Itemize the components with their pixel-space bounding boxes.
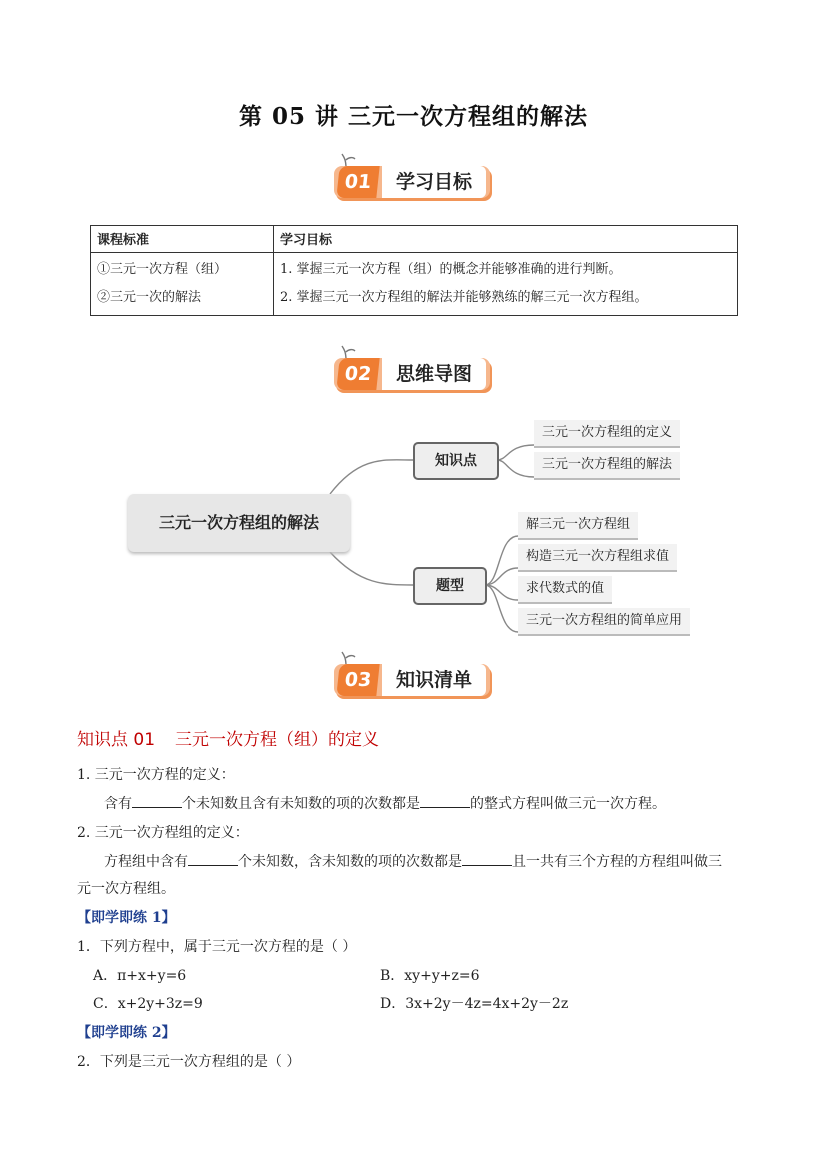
definition-fragment: 含有 <box>104 796 132 812</box>
section-label: 思维导图 <box>382 358 486 390</box>
option-a: A．π+x+y=6 <box>93 968 187 984</box>
section-number: 02 <box>336 358 379 390</box>
definition-text <box>104 851 722 871</box>
mindmap-leaf: 求代数式的值 <box>518 576 612 604</box>
mindmap-leaf: 构造三元一次方程组求值 <box>518 544 677 572</box>
mindmap-leaf: 三元一次方程组的定义 <box>534 420 680 448</box>
definition-heading: 1. 三元一次方程的定义： <box>77 767 235 783</box>
mindmap-branch-question-types: 题型 <box>413 567 487 605</box>
standard-item: ①三元一次方程（组） <box>97 262 228 277</box>
table-header-goal: 学习目标 <box>274 226 738 253</box>
section-number: 03 <box>336 664 379 696</box>
goal-item: 2. 掌握三元一次方程组的解法并能够熟练的解三元一次方程组。 <box>280 290 648 305</box>
knowledge-point-title <box>77 725 379 750</box>
section-label: 学习目标 <box>382 166 486 198</box>
fill-blank <box>132 793 182 808</box>
table-header-standard: 课程标准 <box>91 226 274 253</box>
option-b: B．xy+y+z=6 <box>380 968 480 984</box>
fill-blank <box>420 793 470 808</box>
definition-fragment: 且一共有三个方程的方程组叫做三 <box>512 854 722 870</box>
option-c: C．x+2y+3z=9 <box>93 996 203 1012</box>
definition-fragment: 个未知数且含有未知数的项的次数都是 <box>182 796 420 812</box>
definition-fragment: 方程组中含有 <box>104 854 188 870</box>
mindmap-center: 三元一次方程组的解法 <box>128 494 350 552</box>
definition-heading: 2. 三元一次方程组的定义： <box>77 825 249 841</box>
section-badge-knowledge <box>334 652 494 700</box>
definition-fragment: 个未知数，含未知数的项的次数都是 <box>238 854 462 870</box>
page-title: 第 05 讲 三元一次方程组的解法 <box>238 103 589 130</box>
knowledge-point-text: 三元一次方程（组）的定义 <box>175 730 380 750</box>
definition-fragment: 的整式方程叫做三元一次方程。 <box>470 796 666 812</box>
definition-text <box>104 793 666 813</box>
mindmap-leaf: 解三元一次方程组 <box>518 512 638 540</box>
knowledge-point-number: 知识点 01 <box>77 730 156 750</box>
practice-heading: 【即学即练 1】 <box>77 910 176 926</box>
mindmap-leaf: 三元一次方程组的简单应用 <box>518 608 690 636</box>
standard-item: ②三元一次的解法 <box>97 290 202 305</box>
mindmap-leaf: 三元一次方程组的解法 <box>534 452 680 480</box>
option-d: D．3x+2y－4z=4x+2y－2z <box>380 996 569 1012</box>
fill-blank <box>462 851 512 866</box>
practice-question: 1．下列方程中，属于三元一次方程的是（ ） <box>77 939 357 955</box>
goal-item: 1. 掌握三元一次方程（组）的概念并能够准确的进行判断。 <box>280 262 622 277</box>
mindmap-branch-knowledge: 知识点 <box>413 442 499 480</box>
definition-text-continued: 元一次方程组。 <box>77 881 175 897</box>
practice-heading: 【即学即练 2】 <box>77 1025 176 1041</box>
fill-blank <box>188 851 238 866</box>
section-number: 01 <box>336 166 379 198</box>
practice-question: 2．下列是三元一次方程组的是（ ） <box>77 1054 301 1070</box>
section-label: 知识清单 <box>382 664 486 696</box>
